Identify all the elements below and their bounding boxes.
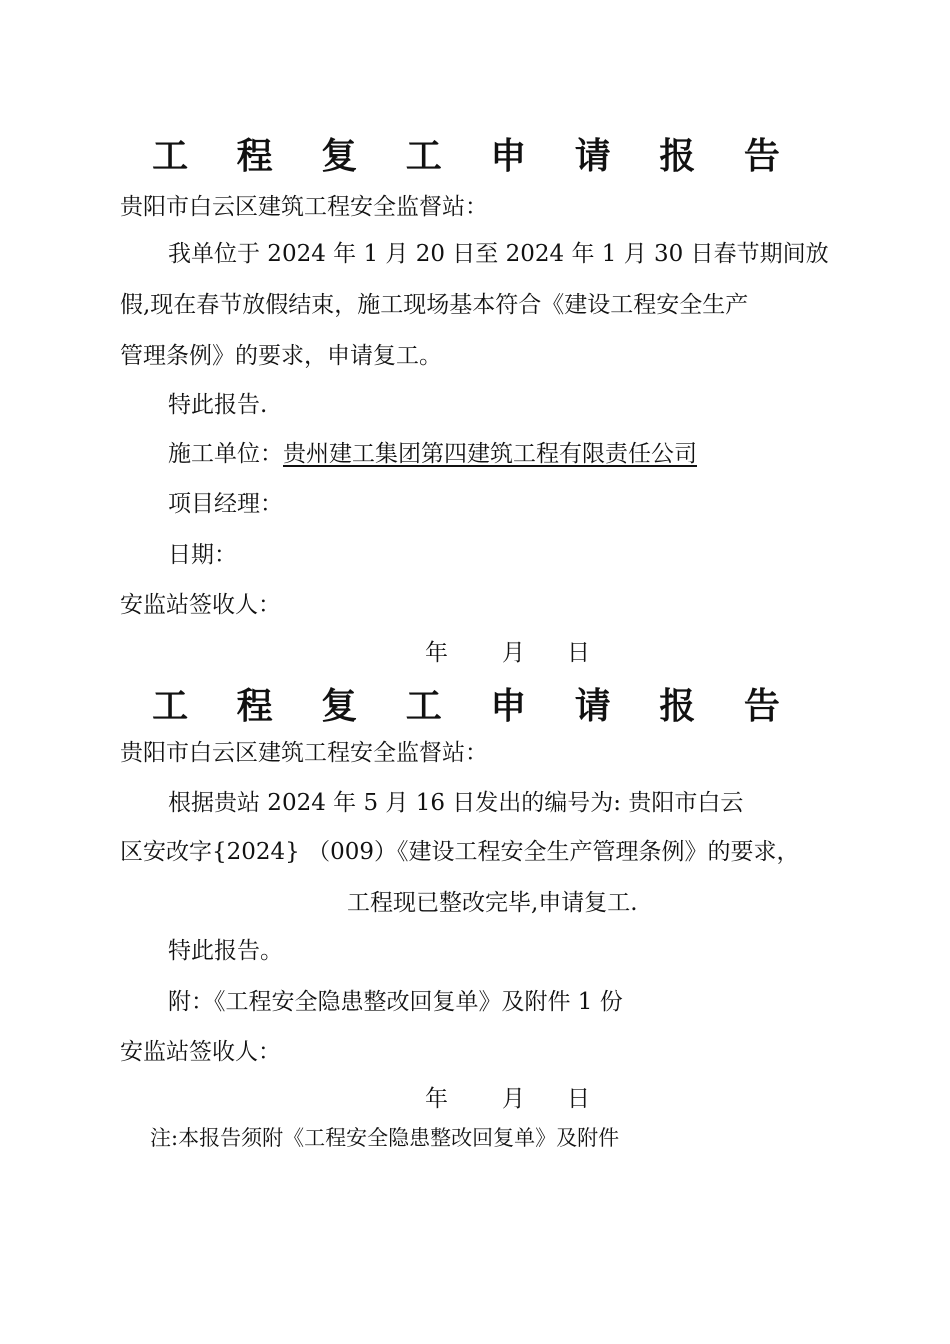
date-year-2: 年 xyxy=(425,1086,448,1112)
body-line-2-2: 区安改字{2024} （009）《建设工程安全生产管理条例》的要求， xyxy=(120,839,800,865)
contractor-row xyxy=(168,435,697,468)
body-line-1-2: 假,现在春节放假结束，施工现场基本符合《建设工程安全生产 xyxy=(120,292,749,318)
addressee-2: 贵阳市白云区建筑工程安全监督站： xyxy=(120,740,488,766)
body-line-1-1: 我单位于 2024 年 1 月 20 日至 2024 年 1 月 30 日春节期间放 xyxy=(168,241,829,267)
date-month-1: 月 xyxy=(502,640,525,666)
report-title-2: 工 程 复 工 申 请 报 告 xyxy=(152,686,798,727)
signer-label-2: 安监站签收人： xyxy=(120,1039,281,1065)
date-month-2: 月 xyxy=(502,1086,525,1112)
closing-2: 特此报告。 xyxy=(168,938,283,964)
footnote: 注:本报告须附《工程安全隐患整改回复单》及附件 xyxy=(150,1126,620,1150)
attachment-line: 附：《工程安全隐患整改回复单》及附件 1 份 xyxy=(168,989,623,1015)
contractor-label: 施工单位： xyxy=(168,441,283,467)
signer-label-1: 安监站签收人： xyxy=(120,592,281,618)
body-line-2-3: 工程现已整改完毕,申请复工. xyxy=(347,890,638,916)
date-year-1: 年 xyxy=(425,640,448,666)
project-manager-label: 项目经理： xyxy=(168,491,283,517)
body-line-1-3: 管理条例》的要求，申请复工。 xyxy=(120,343,442,369)
date-label: 日期： xyxy=(168,542,237,568)
date-day-1: 日 xyxy=(567,640,590,666)
contractor-value: 贵州建工集团第四建筑工程有限责任公司 xyxy=(283,441,697,467)
addressee-1: 贵阳市白云区建筑工程安全监督站： xyxy=(120,194,488,220)
date-day-2: 日 xyxy=(567,1086,590,1112)
closing-1: 特此报告. xyxy=(168,392,268,418)
body-line-2-1: 根据贵站 2024 年 5 月 16 日发出的编号为: 贵阳市白云 xyxy=(168,790,744,816)
report-title-1: 工 程 复 工 申 请 报 告 xyxy=(152,136,798,177)
